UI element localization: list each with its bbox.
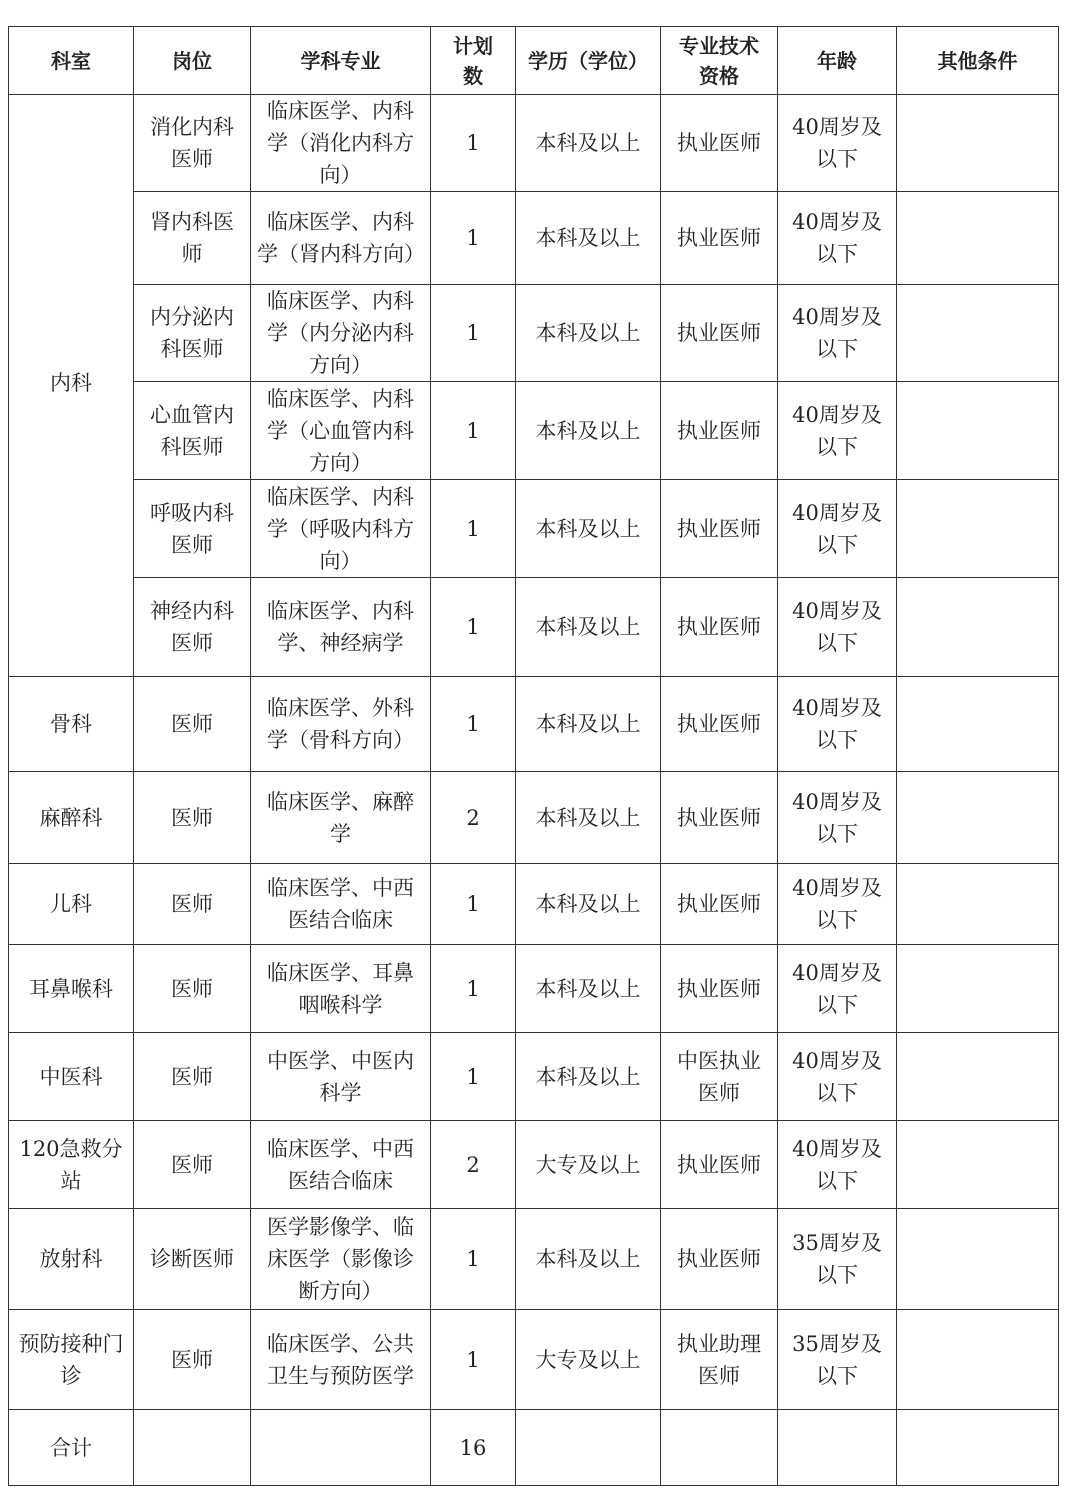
cell-qual: 执业医师	[661, 192, 778, 285]
cell-post: 诊断医师	[134, 1209, 251, 1310]
cell-post: 消化内科医师	[134, 95, 251, 192]
cell-edu: 本科及以上	[516, 1033, 661, 1121]
cell-qual: 执业医师	[661, 382, 778, 480]
table-row	[9, 1310, 1059, 1410]
cell-major: 临床医学、中西医结合临床	[251, 1121, 431, 1209]
cell-dept: 预防接种门诊	[9, 1310, 134, 1410]
cell-major: 医学影像学、临床医学（影像诊断方向）	[251, 1209, 431, 1310]
cell-age: 40周岁及以下	[778, 945, 897, 1033]
cell-age: 40周岁及以下	[778, 677, 897, 772]
cell-num: 1	[431, 285, 516, 382]
cell-major: 临床医学、外科学（骨科方向）	[251, 677, 431, 772]
cell-major: 临床医学、内科学（呼吸内科方向）	[251, 480, 431, 578]
cell-age: 40周岁及以下	[778, 192, 897, 285]
cell-num: 1	[431, 677, 516, 772]
cell-dept: 儿科	[9, 864, 134, 945]
header-edu: 学历（学位）	[516, 27, 661, 95]
cell-post: 肾内科医师	[134, 192, 251, 285]
table-row	[9, 382, 1059, 480]
total-empty-edu	[516, 1410, 661, 1486]
table-row	[9, 772, 1059, 864]
cell-post: 医师	[134, 1310, 251, 1410]
table-row	[9, 677, 1059, 772]
cell-num: 2	[431, 772, 516, 864]
cell-major: 临床医学、耳鼻咽喉科学	[251, 945, 431, 1033]
table-row	[9, 945, 1059, 1033]
cell-other	[897, 864, 1059, 945]
cell-qual: 执业医师	[661, 95, 778, 192]
table-row	[9, 1209, 1059, 1310]
cell-dept: 骨科	[9, 677, 134, 772]
cell-major: 临床医学、内科学、神经病学	[251, 578, 431, 677]
cell-other	[897, 382, 1059, 480]
cell-age: 40周岁及以下	[778, 772, 897, 864]
cell-major: 临床医学、内科学（内分泌内科方向）	[251, 285, 431, 382]
cell-qual: 执业医师	[661, 864, 778, 945]
cell-age: 40周岁及以下	[778, 864, 897, 945]
table-row	[9, 95, 1059, 192]
cell-edu: 本科及以上	[516, 382, 661, 480]
cell-post: 医师	[134, 677, 251, 772]
total-label: 合计	[9, 1410, 134, 1486]
cell-dept: 内科	[9, 95, 134, 677]
cell-post: 医师	[134, 1121, 251, 1209]
cell-age: 40周岁及以下	[778, 1033, 897, 1121]
table-row	[9, 1121, 1059, 1209]
cell-qual: 执业助理医师	[661, 1310, 778, 1410]
cell-other	[897, 480, 1059, 578]
cell-edu: 本科及以上	[516, 192, 661, 285]
cell-num: 1	[431, 578, 516, 677]
cell-num: 2	[431, 1121, 516, 1209]
table-row	[9, 480, 1059, 578]
cell-age: 40周岁及以下	[778, 578, 897, 677]
cell-edu: 本科及以上	[516, 772, 661, 864]
header-qual: 专业技术资格	[661, 27, 778, 95]
cell-num: 1	[431, 95, 516, 192]
cell-num: 1	[431, 1310, 516, 1410]
cell-edu: 本科及以上	[516, 864, 661, 945]
cell-edu: 本科及以上	[516, 285, 661, 382]
header-post: 岗位	[134, 27, 251, 95]
cell-qual: 执业医师	[661, 480, 778, 578]
header-major: 学科专业	[251, 27, 431, 95]
cell-num: 1	[431, 945, 516, 1033]
table-row	[9, 864, 1059, 945]
cell-dept: 麻醉科	[9, 772, 134, 864]
table-row	[9, 1033, 1059, 1121]
header-num: 计划数	[431, 27, 516, 95]
total-num: 16	[431, 1410, 516, 1486]
total-empty-major	[251, 1410, 431, 1486]
cell-other	[897, 1310, 1059, 1410]
cell-num: 1	[431, 192, 516, 285]
recruitment-table	[8, 26, 1059, 1486]
cell-age: 40周岁及以下	[778, 285, 897, 382]
cell-other	[897, 285, 1059, 382]
cell-other	[897, 578, 1059, 677]
cell-major: 临床医学、内科学（肾内科方向）	[251, 192, 431, 285]
cell-qual: 执业医师	[661, 1121, 778, 1209]
cell-qual: 中医执业医师	[661, 1033, 778, 1121]
cell-num: 1	[431, 480, 516, 578]
cell-edu: 大专及以上	[516, 1310, 661, 1410]
cell-edu: 本科及以上	[516, 578, 661, 677]
cell-other	[897, 1209, 1059, 1310]
cell-age: 35周岁及以下	[778, 1209, 897, 1310]
cell-post: 心血管内科医师	[134, 382, 251, 480]
cell-age: 40周岁及以下	[778, 95, 897, 192]
cell-major: 中医学、中医内科学	[251, 1033, 431, 1121]
cell-other	[897, 95, 1059, 192]
header-other: 其他条件	[897, 27, 1059, 95]
cell-qual: 执业医师	[661, 945, 778, 1033]
total-empty-other	[897, 1410, 1059, 1486]
cell-qual: 执业医师	[661, 1209, 778, 1310]
table-row	[9, 578, 1059, 677]
cell-age: 40周岁及以下	[778, 480, 897, 578]
cell-edu: 本科及以上	[516, 480, 661, 578]
cell-other	[897, 192, 1059, 285]
cell-num: 1	[431, 1033, 516, 1121]
cell-post: 内分泌内科医师	[134, 285, 251, 382]
cell-dept: 中医科	[9, 1033, 134, 1121]
total-empty-qual	[661, 1410, 778, 1486]
cell-major: 临床医学、内科学（消化内科方向）	[251, 95, 431, 192]
cell-post: 医师	[134, 772, 251, 864]
cell-other	[897, 1033, 1059, 1121]
total-empty-age	[778, 1410, 897, 1486]
cell-num: 1	[431, 864, 516, 945]
cell-qual: 执业医师	[661, 677, 778, 772]
header-row	[9, 27, 1059, 95]
cell-age: 40周岁及以下	[778, 1121, 897, 1209]
header-age: 年龄	[778, 27, 897, 95]
cell-num: 1	[431, 382, 516, 480]
cell-post: 医师	[134, 1033, 251, 1121]
cell-edu: 本科及以上	[516, 677, 661, 772]
cell-major: 临床医学、麻醉学	[251, 772, 431, 864]
cell-other	[897, 677, 1059, 772]
cell-qual: 执业医师	[661, 772, 778, 864]
table-row	[9, 192, 1059, 285]
cell-dept: 耳鼻喉科	[9, 945, 134, 1033]
cell-major: 临床医学、内科学（心血管内科方向）	[251, 382, 431, 480]
cell-edu: 本科及以上	[516, 945, 661, 1033]
total-row	[9, 1410, 1059, 1486]
cell-edu: 大专及以上	[516, 1121, 661, 1209]
cell-age: 40周岁及以下	[778, 382, 897, 480]
header-dept: 科室	[9, 27, 134, 95]
cell-qual: 执业医师	[661, 578, 778, 677]
cell-major: 临床医学、公共卫生与预防医学	[251, 1310, 431, 1410]
cell-edu: 本科及以上	[516, 95, 661, 192]
cell-qual: 执业医师	[661, 285, 778, 382]
cell-age: 35周岁及以下	[778, 1310, 897, 1410]
cell-other	[897, 945, 1059, 1033]
table-row	[9, 285, 1059, 382]
cell-dept: 120急救分站	[9, 1121, 134, 1209]
cell-post: 呼吸内科医师	[134, 480, 251, 578]
cell-dept: 放射科	[9, 1209, 134, 1310]
cell-other	[897, 772, 1059, 864]
total-empty-post	[134, 1410, 251, 1486]
cell-post: 神经内科医师	[134, 578, 251, 677]
cell-num: 1	[431, 1209, 516, 1310]
cell-edu: 本科及以上	[516, 1209, 661, 1310]
cell-major: 临床医学、中西医结合临床	[251, 864, 431, 945]
cell-post: 医师	[134, 864, 251, 945]
cell-other	[897, 1121, 1059, 1209]
cell-post: 医师	[134, 945, 251, 1033]
